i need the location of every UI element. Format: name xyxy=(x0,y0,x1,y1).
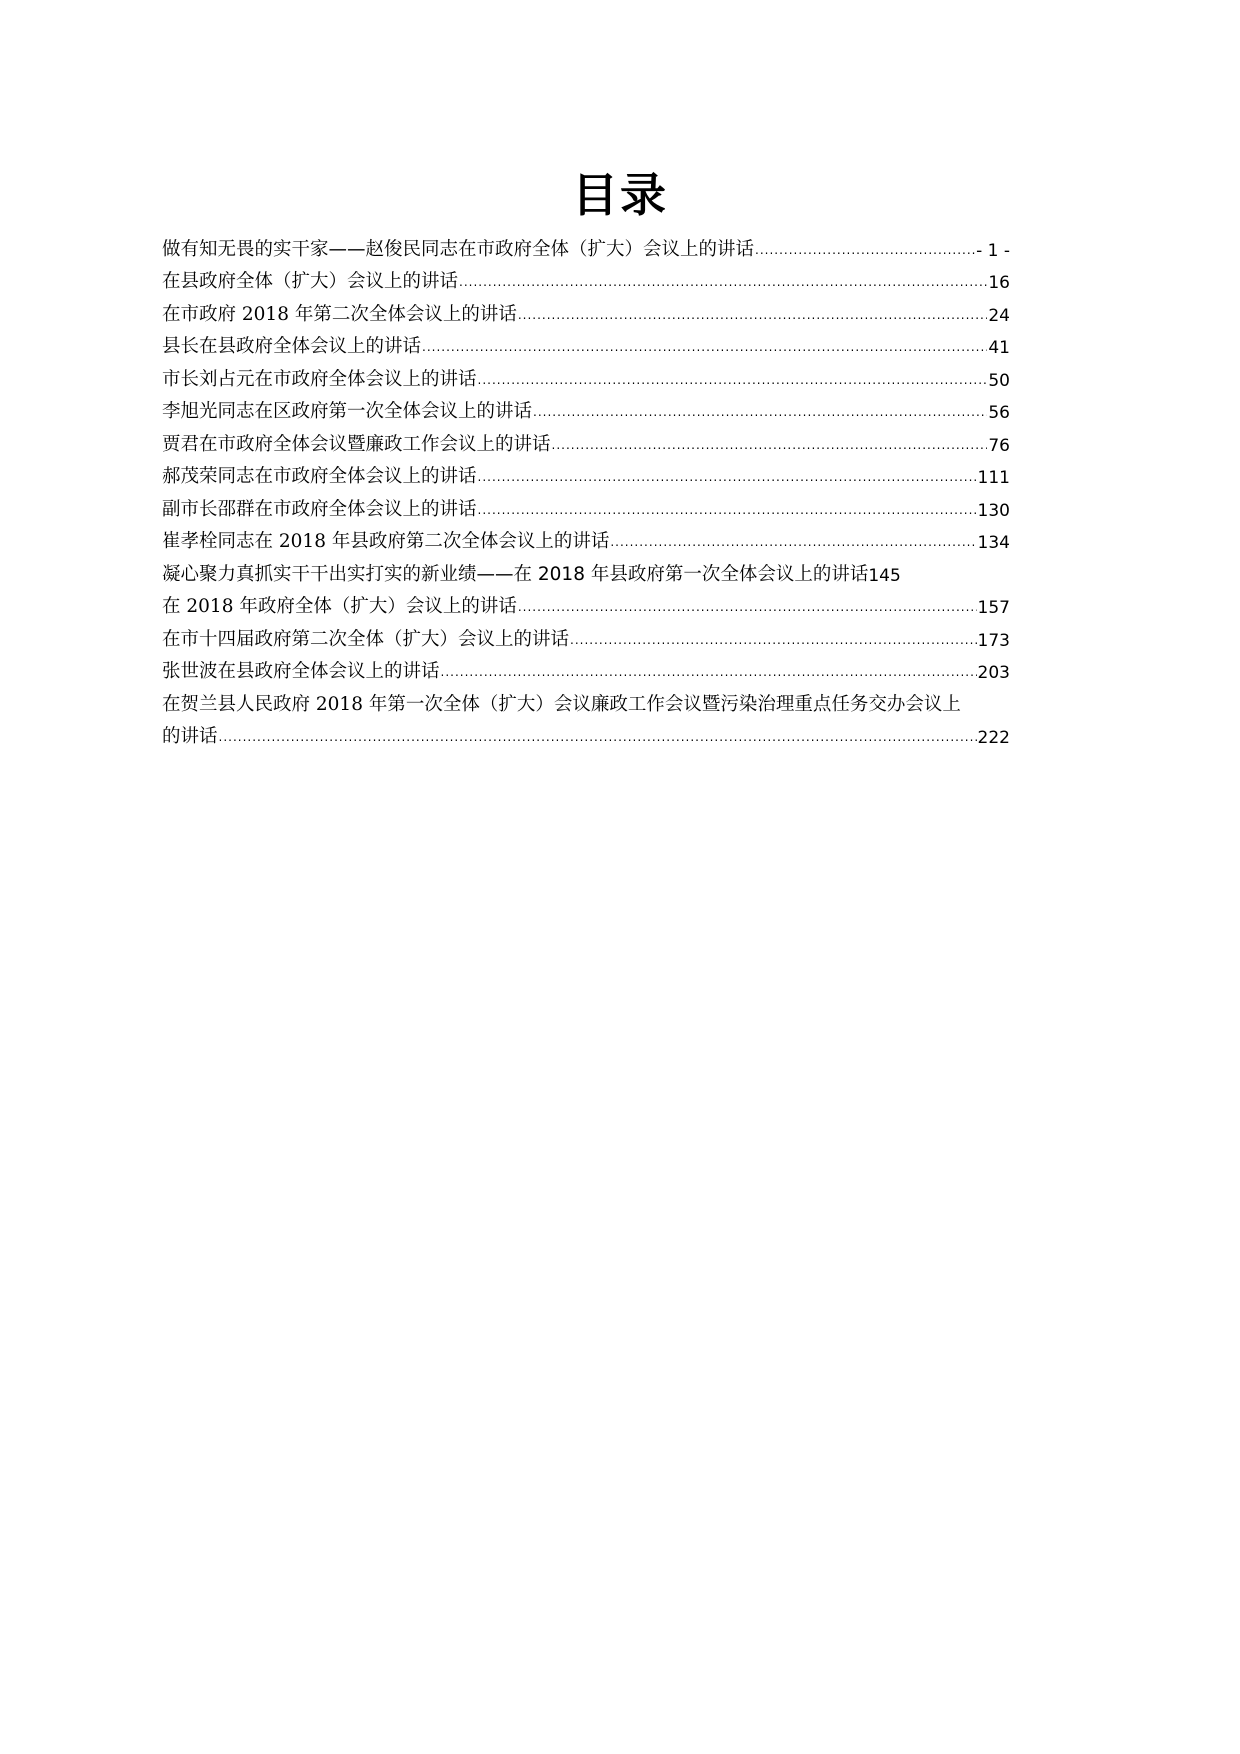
toc-entry-title: 副市长邵群在市政府全体会议上的讲话 xyxy=(162,498,477,520)
toc-entry-page: 203 xyxy=(977,663,1010,683)
toc-entry[interactable] xyxy=(162,326,1010,359)
toc-entry-title: 在县政府全体（扩大）会议上的讲话 xyxy=(162,271,459,292)
dot-leader xyxy=(518,308,988,322)
toc-entry-title: 崔孝栓同志在 2018 年县政府第二次全体会议上的讲话 xyxy=(162,531,610,552)
toc-entry-page: 173 xyxy=(977,630,1010,651)
toc-entry-page: - 1 - xyxy=(976,240,1010,261)
dot-leader xyxy=(755,243,975,257)
toc-entry[interactable] xyxy=(162,423,1010,456)
toc-entry-title: 张世波在县政府全体会议上的讲话 xyxy=(162,661,440,682)
toc-entry[interactable] xyxy=(162,586,1010,619)
toc-entry-title: 在市政府 2018 年第二次全体会议上的讲话 xyxy=(162,303,517,325)
toc-entry[interactable] xyxy=(162,618,1010,651)
toc-entry-title: 县长在县政府全体会议上的讲话 xyxy=(162,336,422,357)
toc-entry[interactable] xyxy=(162,521,1010,554)
toc-heading: 目录 xyxy=(572,168,668,222)
toc-entry[interactable] xyxy=(162,391,1010,424)
toc-list xyxy=(162,228,1010,748)
toc-entry-title-line1: 在贺兰县人民政府 2018 年第一次全体（扩大）会议廉政工作会议暨污染治理重点任务交办会议上 xyxy=(162,693,961,715)
toc-entry-title: 郝茂荣同志在市政府全体会议上的讲话 xyxy=(162,466,477,487)
toc-entry-page: 76 xyxy=(988,435,1010,456)
toc-entry-page: 111 xyxy=(977,468,1010,488)
toc-entry[interactable] xyxy=(162,488,1010,521)
toc-entry-title-line2: 的讲话 xyxy=(162,726,218,747)
toc-entry-page: 56 xyxy=(988,403,1010,423)
toc-entry-line2 xyxy=(162,716,1010,749)
dot-leader xyxy=(441,665,977,679)
dot-leader xyxy=(518,600,977,614)
toc-entry-page: 222 xyxy=(977,728,1010,748)
dot-leader xyxy=(610,535,976,549)
toc-entry-page: 50 xyxy=(988,370,1010,391)
toc-entry-title: 做有知无畏的实干家——赵俊民同志在市政府全体（扩大）会议上的讲话 xyxy=(162,238,755,260)
toc-entry[interactable] xyxy=(162,261,1010,294)
dot-leader xyxy=(533,405,987,419)
dot-leader xyxy=(459,275,987,289)
toc-entry[interactable] xyxy=(162,228,1010,261)
toc-entry-page: 16 xyxy=(988,273,1010,293)
toc-entry-title: 市长刘占元在市政府全体会议上的讲话 xyxy=(162,368,477,390)
dot-leader xyxy=(478,373,988,387)
toc-entry[interactable] xyxy=(162,456,1010,489)
dot-leader xyxy=(219,730,977,744)
toc-entry-page: 130 xyxy=(977,500,1010,521)
dot-leader xyxy=(478,503,977,517)
toc-entry-title: 李旭光同志在区政府第一次全体会议上的讲话 xyxy=(162,401,533,422)
toc-entry-title: 在市十四届政府第二次全体（扩大）会议上的讲话 xyxy=(162,628,570,650)
toc-entry[interactable] xyxy=(162,683,1010,748)
toc-entry-page: 41 xyxy=(988,338,1010,358)
toc-entry[interactable] xyxy=(162,651,1010,684)
toc-entry[interactable] xyxy=(162,358,1010,391)
toc-entry-page: 157 xyxy=(977,598,1010,618)
toc-entry[interactable] xyxy=(162,553,1010,586)
toc-entry-title: 凝心聚力真抓实干干出实打实的新业绩——在 2018 年县政府第一次全体会议上的讲话 xyxy=(162,563,869,585)
toc-entry[interactable] xyxy=(162,293,1010,326)
toc-entry-title: 在 2018 年政府全体（扩大）会议上的讲话 xyxy=(162,596,517,617)
dot-leader xyxy=(570,633,977,647)
dot-leader xyxy=(422,340,987,354)
toc-entry-title: 贾君在市政府全体会议暨廉政工作会议上的讲话 xyxy=(162,433,551,455)
dot-leader xyxy=(552,438,988,452)
toc-entry-page: 145 xyxy=(868,565,901,586)
toc-entry-page: 134 xyxy=(977,533,1010,553)
toc-entry-page: 24 xyxy=(988,305,1010,326)
dot-leader xyxy=(478,470,977,484)
